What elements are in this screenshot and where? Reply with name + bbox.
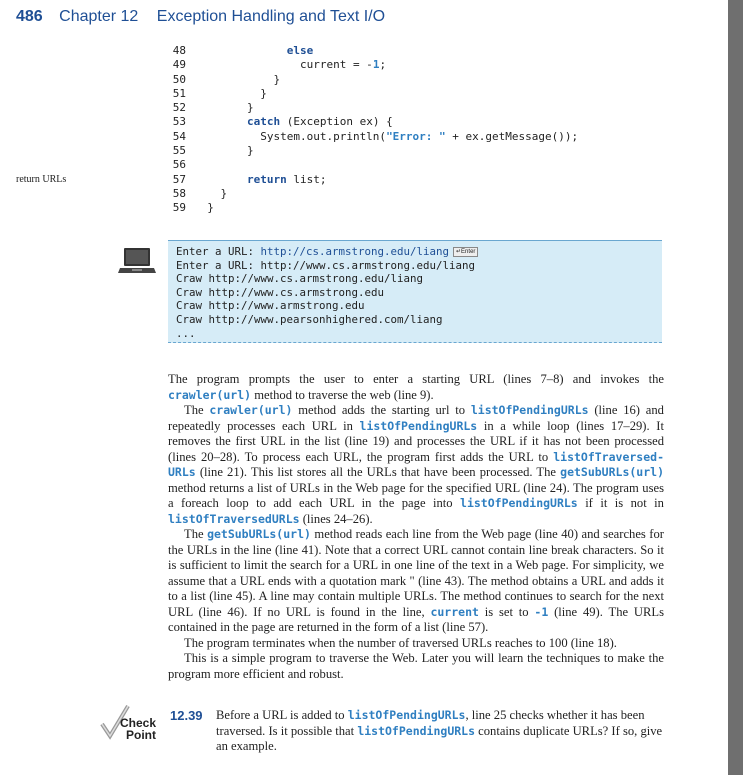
code-token: } <box>194 86 267 100</box>
inline-code: -1 <box>534 604 549 619</box>
paragraph <box>168 527 664 636</box>
line-number: 48 <box>172 44 186 57</box>
text-run: method adds the starting url to <box>292 403 471 417</box>
code-token: (Exception ex) { <box>280 115 393 129</box>
chapter-title: Exception Handling and Text I/O <box>156 8 386 25</box>
inline-code: listOfPendingURLs <box>470 403 589 417</box>
body-text <box>168 372 664 682</box>
line-number: 50 <box>172 72 186 86</box>
line-number: 55 <box>172 144 186 158</box>
code-token: } <box>194 101 254 115</box>
code-line <box>164 144 578 158</box>
page-header <box>16 8 385 26</box>
code-line <box>164 58 578 72</box>
point-label: Point <box>126 728 156 742</box>
line-number: 51 <box>172 86 186 100</box>
text-run: contains duplicate URLs? If so, give an example. <box>216 723 663 753</box>
console-text: Enter a URL: <box>176 245 261 258</box>
code-token: + ex.getMessage()); <box>445 129 579 143</box>
check-point-badge <box>100 702 160 742</box>
code-token: System.out.println( <box>194 129 387 143</box>
code-line <box>164 173 578 187</box>
inline-code: listOfTraversed-URLs <box>168 449 664 479</box>
code-line <box>164 87 578 101</box>
text-run: if it is not in <box>577 496 664 510</box>
code-line <box>164 73 578 87</box>
console-text: ... <box>176 326 196 340</box>
line-number: 53 <box>172 115 186 129</box>
inline-code: listOfPendingURLs <box>359 418 478 433</box>
code-token: "Error: " <box>386 129 446 143</box>
inline-code: crawler(url) <box>209 403 293 417</box>
inline-code: crawler(url) <box>168 387 252 402</box>
chapter-label: Chapter 12 <box>59 8 139 25</box>
text-run: (lines 24–26). <box>299 511 373 526</box>
code-line <box>164 115 578 129</box>
code-token <box>194 173 247 186</box>
inline-code: listOfPendingURLs <box>357 723 476 738</box>
right-edge-bar <box>728 0 743 775</box>
code-line <box>164 130 578 144</box>
inline-code: getSubURLs(url) <box>560 465 664 479</box>
check-label: Check <box>120 716 157 730</box>
code-token: ; <box>379 58 387 72</box>
console-text: Enter a URL: http://www.cs.armstrong.edu/liang <box>176 258 476 272</box>
console-line <box>176 259 662 273</box>
inline-code: current <box>430 604 479 619</box>
console-text: Craw http://www.pearsonhighered.com/liang <box>176 312 443 326</box>
line-number: 54 <box>172 129 186 143</box>
code-line <box>164 44 578 58</box>
line-number: 52 <box>172 101 186 115</box>
code-token <box>194 44 287 57</box>
code-token: list; <box>286 172 327 186</box>
text-run: is set to <box>478 604 535 619</box>
text-run: in a while loop (lines 17–29). It removes the first URL in the list (line 19) and processes the URL if it has not been processed (lines 20–28). To process each URL, the program first adds the URL to <box>168 418 664 464</box>
code-line <box>164 101 578 115</box>
code-token: } <box>194 201 214 215</box>
text-run: method reads each line from the Web page (line 40) and searches for the URLs in the line (line 41). Note that a correct URL cannot contain line break characters. So it is sufficient to limit the search for a URL in one line of the text in a Web page. For simplicity, we assume that a URL ends with a quotation mark " (line 43). The method obtains a URL and adds it to a list (line 45). A line may contain multiple URLs. The method continues to search for the next URL (line 46). If no URL is found in the line, <box>168 527 664 619</box>
console-line <box>176 286 662 300</box>
text-run: (line 16) and repeatedly processes each URL in <box>168 403 664 433</box>
console-text: Craw http://www.cs.armstrong.edu/liang <box>176 272 424 286</box>
line-number: 57 <box>172 172 186 186</box>
code-token: return <box>246 172 287 186</box>
laptop-icon <box>118 246 156 276</box>
console-line <box>176 245 662 259</box>
text-run: The <box>184 527 208 541</box>
text-run: , line 25 checks whether it has been traversed. Is it possible that <box>216 708 645 738</box>
line-number: 59 <box>172 201 186 215</box>
console-line <box>176 313 662 327</box>
text-run: The program terminates when the number of traversed URLs reaches to 100 (line 18). <box>184 635 617 650</box>
margin-note: return URLs <box>16 174 67 185</box>
question-number: 12.39 <box>170 708 203 723</box>
inline-code: listOfTraversedURLs <box>168 511 300 526</box>
code-token: current = - <box>194 58 373 72</box>
question-text <box>216 708 664 755</box>
page-number: 486 <box>16 8 43 25</box>
code-token: catch <box>246 115 281 129</box>
code-listing <box>164 44 578 216</box>
text-run: (line 21). This list stores all the URLs that have been processed. The <box>195 465 561 479</box>
line-number: 49 <box>172 58 186 72</box>
enter-key-icon: ↵Enter <box>453 247 478 257</box>
text-run: (line 49). The URLs contained in the page are returned in the form of a list (line 57). <box>168 604 664 634</box>
inline-code: listOfPendingURLs <box>460 496 578 510</box>
code-token: } <box>194 72 281 86</box>
code-token: else <box>286 44 314 57</box>
code-line <box>164 187 578 201</box>
inline-code: getSubURLs(url) <box>207 527 311 541</box>
paragraph <box>168 636 664 652</box>
console-line <box>176 272 662 286</box>
text-run: This is a simple program to traverse the Web. Later you will learn the techniques to make the program more efficient and robust. <box>168 651 664 681</box>
console-line <box>176 327 662 341</box>
console-text: Craw http://www.armstrong.edu <box>176 299 365 313</box>
paragraph <box>168 372 664 403</box>
code-token: } <box>194 144 254 158</box>
inline-code: listOfPendingURLs <box>347 708 466 722</box>
console-user-input: http://cs.armstrong.edu/liang <box>260 245 450 258</box>
text-run: The <box>184 403 210 417</box>
paragraph <box>168 403 664 527</box>
line-number: 58 <box>172 186 186 200</box>
text-run: method returns a list of URLs in the Web page for the specified URL (line 24). The program uses a foreach loop to add each URL in the page into <box>168 480 664 510</box>
console-line <box>176 299 662 313</box>
text-run: The program prompts the user to enter a starting URL (lines 7–8) and invokes the <box>168 372 664 386</box>
console-text: Craw http://www.cs.armstrong.edu <box>176 285 385 299</box>
line-number: 56 <box>172 158 186 172</box>
paragraph <box>168 651 664 682</box>
console-output <box>168 240 662 343</box>
code-token <box>194 115 247 128</box>
code-line <box>164 158 578 172</box>
text-run: Before a URL is added to <box>216 708 348 722</box>
code-token: } <box>194 186 228 200</box>
code-line <box>164 201 578 215</box>
code-token: 1 <box>372 58 380 72</box>
text-run: method to traverse the web (line 9). <box>251 387 434 402</box>
